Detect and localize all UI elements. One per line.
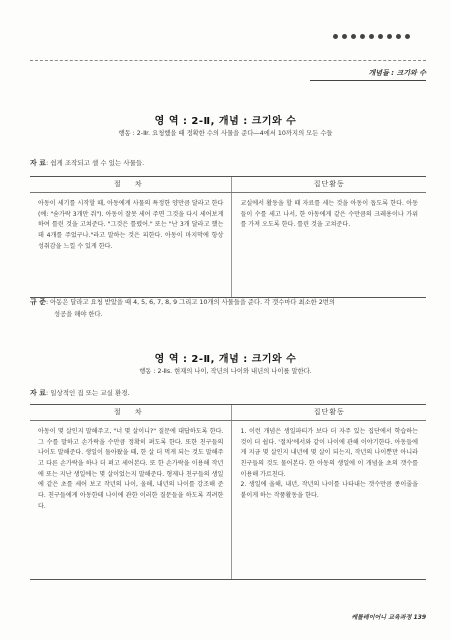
page-footer: 케틀레이어니 교육과정 139: [351, 614, 426, 621]
section-title: 영 역 : 2-Ⅱ, 개념 : 크기와 수: [154, 116, 297, 127]
section-label: 개념들 : 크기와 수: [368, 69, 426, 77]
criterion-continuation: 성공을 해야 한다.: [54, 311, 103, 319]
procedure-cell: 아동이 세기를 시작할 때, 아동에게 사물의 특정한 양만큼 달라고 한다(예: "숟가락 3개만 줘"). 아동이 잘못 세어 주면 그것을 다시 세어보게 하여 틀린 것을 고쳐준다. "그것은 틀렸어." 또는 "난 3개 달라고 했는데 4개를 주었구나."라고 말하는 것은 피한다. 아동이 마지막에 항상 성취감을 느낄 수 있게 한다.: [30, 193, 232, 298]
dot: [387, 34, 392, 39]
procedure-header: 절 차: [30, 405, 232, 421]
dot: [405, 34, 410, 39]
group-activity-header: 집단활동: [232, 177, 426, 193]
group-activity-cell: 교실에서 활동을 할 때 자료를 세는 것을 아동이 돕도록 한다. 아동들이 수를 세고 나서, 한 아동에게 같은 수만큼의 크레용이나 가위를 가져 오도록 한다. 틀린 것을 고쳐준다.: [232, 193, 426, 298]
group-activity-header: 집단활동: [232, 405, 426, 421]
dot: [369, 34, 374, 39]
materials-label: 자 료: [30, 159, 46, 167]
materials-label: 자 료: [30, 389, 46, 397]
materials-text: : 일상적인 집 또는 교실 환경.: [45, 389, 130, 397]
behavior-text: 행동 : 2-Ⅱs. 현재의 나이, 작년의 나이와 내년의 나이를 말한다.: [139, 368, 312, 375]
group-activity-cell: 1. 이런 개념은 생일파티가 보다 더 자주 있는 집단에서 학습하는 것이 더 쉽다. '절차'에서와 같이 나이에 관해 이야기한다. 아동들에게 지금 몇 살인지 내년에 몇 살이 되는지, 작년의 나이뿐만 아니라 친구들의 것도 물어본다. 한 아동의 생일에 이 개념을 초의 갯수를 이용해 가르친다. 2. 생일에 올해, 내년, 작년의 나이를 나타내는 갯수만큼 종이줄을 붙이게 하는 작품활동을 한다.: [232, 421, 426, 580]
dot: [351, 34, 356, 39]
criterion-text: : 아동은 달라고 요청 받았을 때 4, 5, 6, 7, 8, 9 그리고 10개의 사물들을 준다. 각 갯수마다 최소한 2번의: [45, 299, 335, 306]
decorative-dots: [333, 34, 425, 42]
section-title: 영 역 : 2-Ⅱ, 개념 : 크기와 수: [154, 354, 297, 365]
dot: [378, 34, 383, 39]
criterion-block: [30, 296, 426, 321]
criterion-label: 규 준: [30, 298, 46, 306]
dot: [342, 34, 347, 39]
materials-text: : 쉽게 조작되고 셀 수 있는 사물들.: [45, 159, 145, 167]
procedure-header: 절 차: [30, 177, 232, 193]
header-rule: [310, 80, 426, 81]
behavior-text: 행동 : 2-Ⅱr. 요청했을 때 정확한 수의 사물을 준다―4에서 10까지의 모든 수들: [118, 130, 333, 137]
procedure-cell: 아동이 몇 살인지 말해주고, "너 몇 살이니?" 질문에 대답하도록 한다. 그 수를 말하고 손가락을 수만큼 정확히 펴도록 한다. 또한 친구들의 나이도 말해준다. 생일이 돌아왔을 때, 한 살 더 먹게 되는 것도 말해주고 다른 손가락을 하나 더 펴고 세어본다. 또 한 손가락을 이용해 작년에 또는 지난 생일에는 몇 살이었는지 말해준다. 형제나 친구들의 생일에 같은 초를 세어 보고 작년의 나이, 올해, 내년의 나이를 강조해 준다. 친구들에게 아동한테 나이에 관한 이러한 질문들을 하도록 격려한다.: [30, 421, 232, 580]
dot: [396, 34, 401, 39]
dot: [360, 34, 365, 39]
activity-table: [30, 176, 426, 298]
activity-table: [30, 404, 426, 580]
dot: [333, 34, 338, 39]
materials-line: [30, 158, 144, 168]
header-divider: [30, 60, 426, 61]
materials-line: [30, 388, 130, 398]
